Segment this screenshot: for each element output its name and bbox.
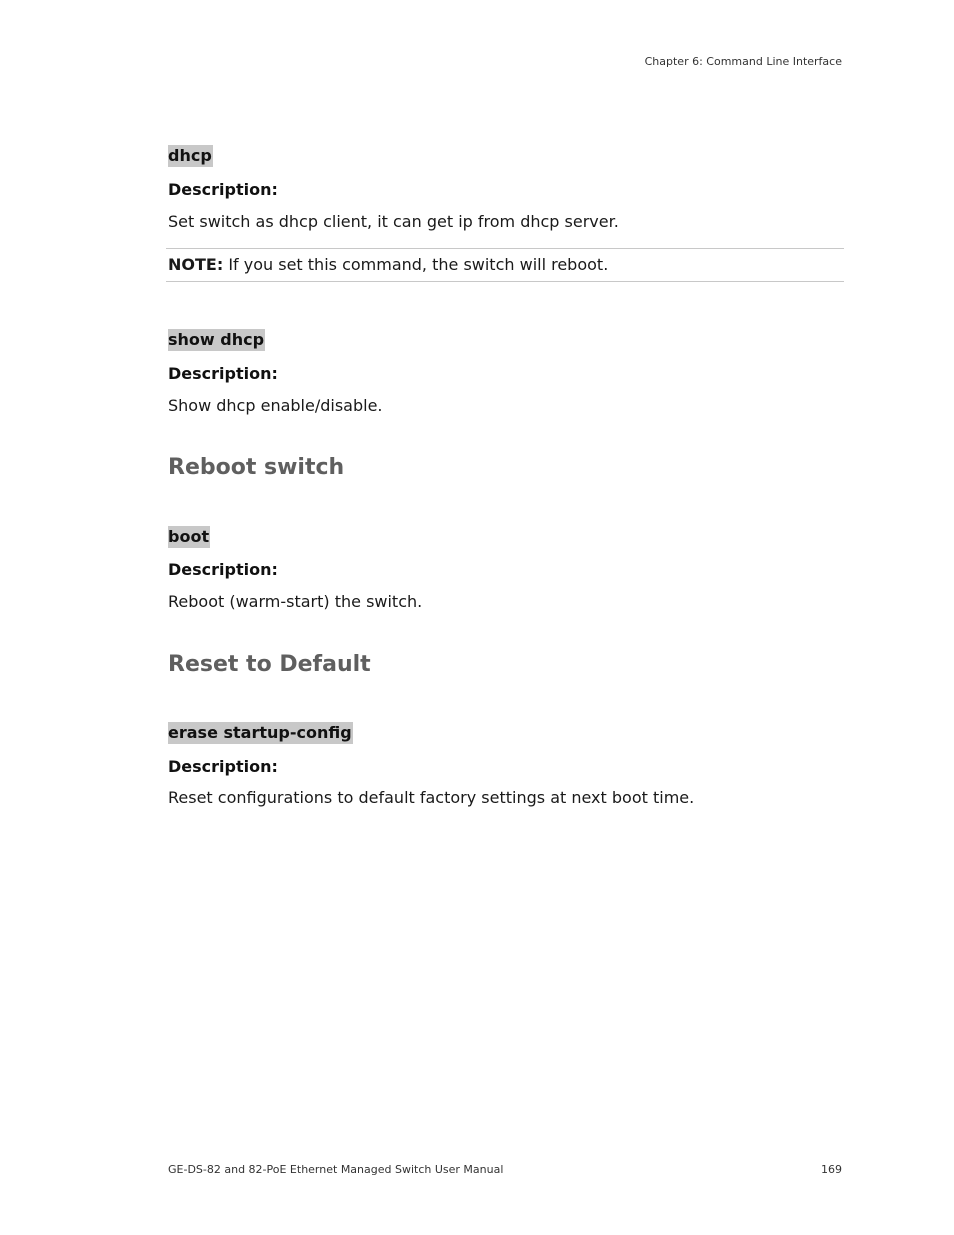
note-line bbox=[168, 254, 608, 276]
note-label: NOTE: bbox=[168, 255, 224, 274]
note-box bbox=[166, 248, 844, 282]
note-text: If you set this command, the switch will reboot. bbox=[223, 255, 609, 274]
description-text: Set switch as dhcp client, it can get ip from dhcp server. bbox=[168, 212, 619, 231]
command-boot: boot bbox=[168, 527, 210, 546]
description-label: Description: bbox=[168, 364, 278, 383]
page-number: 169 bbox=[821, 1163, 842, 1176]
description-label: Description: bbox=[168, 757, 278, 776]
footer-manual-title: GE-DS-82 and 82-PoE Ethernet Managed Switch User Manual bbox=[168, 1163, 504, 1176]
description-text: Reset configurations to default factory settings at next boot time. bbox=[168, 788, 695, 807]
command-show-dhcp: show dhcp bbox=[168, 330, 265, 349]
section-heading-reset: Reset to Default bbox=[168, 652, 371, 677]
running-header: Chapter 6: Command Line Interface bbox=[644, 55, 842, 68]
command-erase-startup-config: erase startup-config bbox=[168, 723, 352, 742]
description-label: Description: bbox=[168, 560, 278, 579]
command-dhcp: dhcp bbox=[168, 146, 212, 165]
description-label: Description: bbox=[168, 180, 278, 199]
description-text: Show dhcp enable/disable. bbox=[168, 396, 383, 415]
section-heading-reboot: Reboot switch bbox=[168, 455, 345, 480]
description-text: Reboot (warm-start) the switch. bbox=[168, 592, 423, 611]
